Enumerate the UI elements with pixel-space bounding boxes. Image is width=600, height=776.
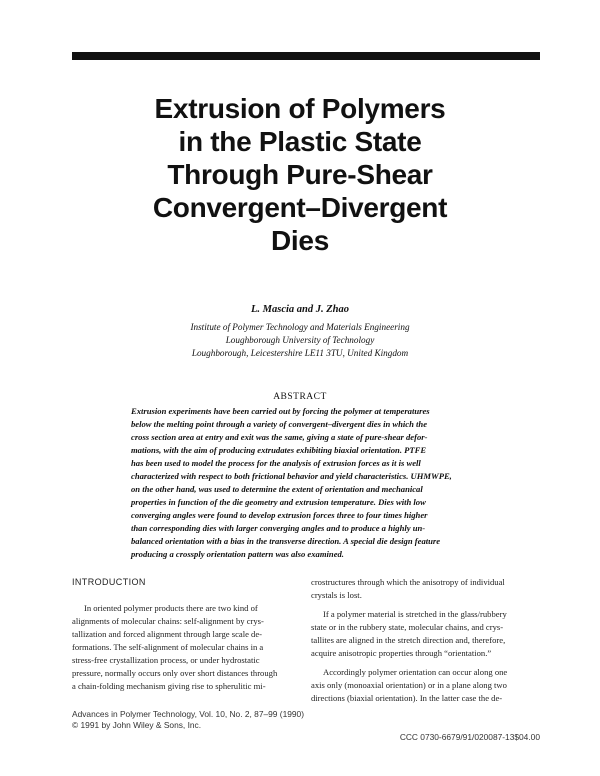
abstract-line: below the melting point through a variety of convergent–divergent dies in which the <box>131 419 428 429</box>
abstract-line: has been used to model the process for the analysis of extrusion forces as it is well <box>131 458 421 468</box>
abstract-line: mations, with the aim of producing extrudates exhibiting biaxial orientation. PTFE <box>131 445 427 455</box>
journal-footer <box>72 709 542 731</box>
title-line: Through Pure-Shear <box>167 159 433 190</box>
affiliation-line: Institute of Polymer Technology and Materials Engineering <box>190 322 410 332</box>
body-line: crostructures through which the anisotropy of individual <box>311 577 505 587</box>
body-line: a chain-folding mechanism giving rise to spherulitic mi- <box>72 681 266 691</box>
copyright-line: © 1991 by John Wiley & Sons, Inc. <box>72 720 202 730</box>
abstract-line: characterized with respect to both frictional behavior and yield characteristics. UHMWPE, <box>131 471 452 481</box>
citation-line: Advances in Polymer Technology, Vol. 10, No. 2, 87–99 (1990) <box>72 709 305 719</box>
body-line: state or in the rubbery state, molecular chains, and crys- <box>311 622 504 632</box>
body-line: stress-free crystallization process, or under hydrostatic <box>72 655 260 665</box>
body-line: pressure, normally occurs only over short distances through <box>72 668 278 678</box>
body-line: In oriented polymer products there are two kind of <box>84 603 258 613</box>
body-line: alignments of molecular chains: self-alignment by crys- <box>72 616 264 626</box>
abstract-line: cross section area at entry and exit was the same, giving a state of pure-shear defor- <box>131 432 428 442</box>
abstract-line: converging angles were found to develop extrusion forces three to four times higher <box>131 510 428 520</box>
title-line: in the Plastic State <box>178 126 422 157</box>
body-line: axis only (monoaxial orientation) or in a plane along two <box>311 680 507 690</box>
body-line: acquire anisotropic properties through “orientation.” <box>311 648 492 658</box>
abstract-line: properties in function of the die geometry and extrusion temperature. Dies with low <box>131 497 426 507</box>
body-line: formations. The self-alignment of molecular chains in a <box>72 642 264 652</box>
abstract-line: producing a crossply orientation pattern was also examined. <box>131 549 344 559</box>
abstract-line: on the other hand, was used to determine the extent of orientation and mechanical <box>131 484 423 494</box>
authors: L. Mascia and J. Zhao <box>250 304 349 315</box>
body-line: If a polymer material is stretched in the glass/rubbery <box>323 609 507 619</box>
title-line: Dies <box>271 225 329 256</box>
left-column <box>72 576 290 693</box>
abstract-heading: ABSTRACT <box>273 392 327 402</box>
abstract-line: Extrusion experiments have been carried out by forcing the polymer at temperatures <box>131 406 430 416</box>
ccc-code: CCC 0730-6679/91/020087-13$04.00 <box>399 732 540 742</box>
section-heading: INTRODUCTION <box>72 577 146 587</box>
paper-title <box>90 92 510 257</box>
title-line: Extrusion of Polymers <box>154 93 446 124</box>
affiliation-line: Loughborough University of Technology <box>225 335 375 345</box>
abstract-line: than corresponding dies with larger converging angles and to produce a highly un- <box>131 523 426 533</box>
body-line: crystals is lost. <box>311 590 362 600</box>
affiliation-line: Loughborough, Leicestershire LE11 3TU, United Kingdom <box>191 348 409 358</box>
body-line: tallites are aligned in the stretch direction and, therefore, <box>311 635 506 645</box>
title-line: Convergent–Divergent <box>152 192 448 223</box>
affiliation <box>0 321 600 360</box>
body-line: directions (biaxial orientation). In the latter case the de- <box>311 693 503 703</box>
right-column <box>311 576 541 705</box>
body-line: tallization and forced alignment through large scale de- <box>72 629 263 639</box>
abstract-body <box>131 405 467 561</box>
body-line: Accordingly polymer orientation can occur along one <box>323 667 508 677</box>
header-rule <box>72 52 540 60</box>
abstract-line: balanced orientation with a bias in the transverse direction. A special die design feature <box>131 536 441 546</box>
